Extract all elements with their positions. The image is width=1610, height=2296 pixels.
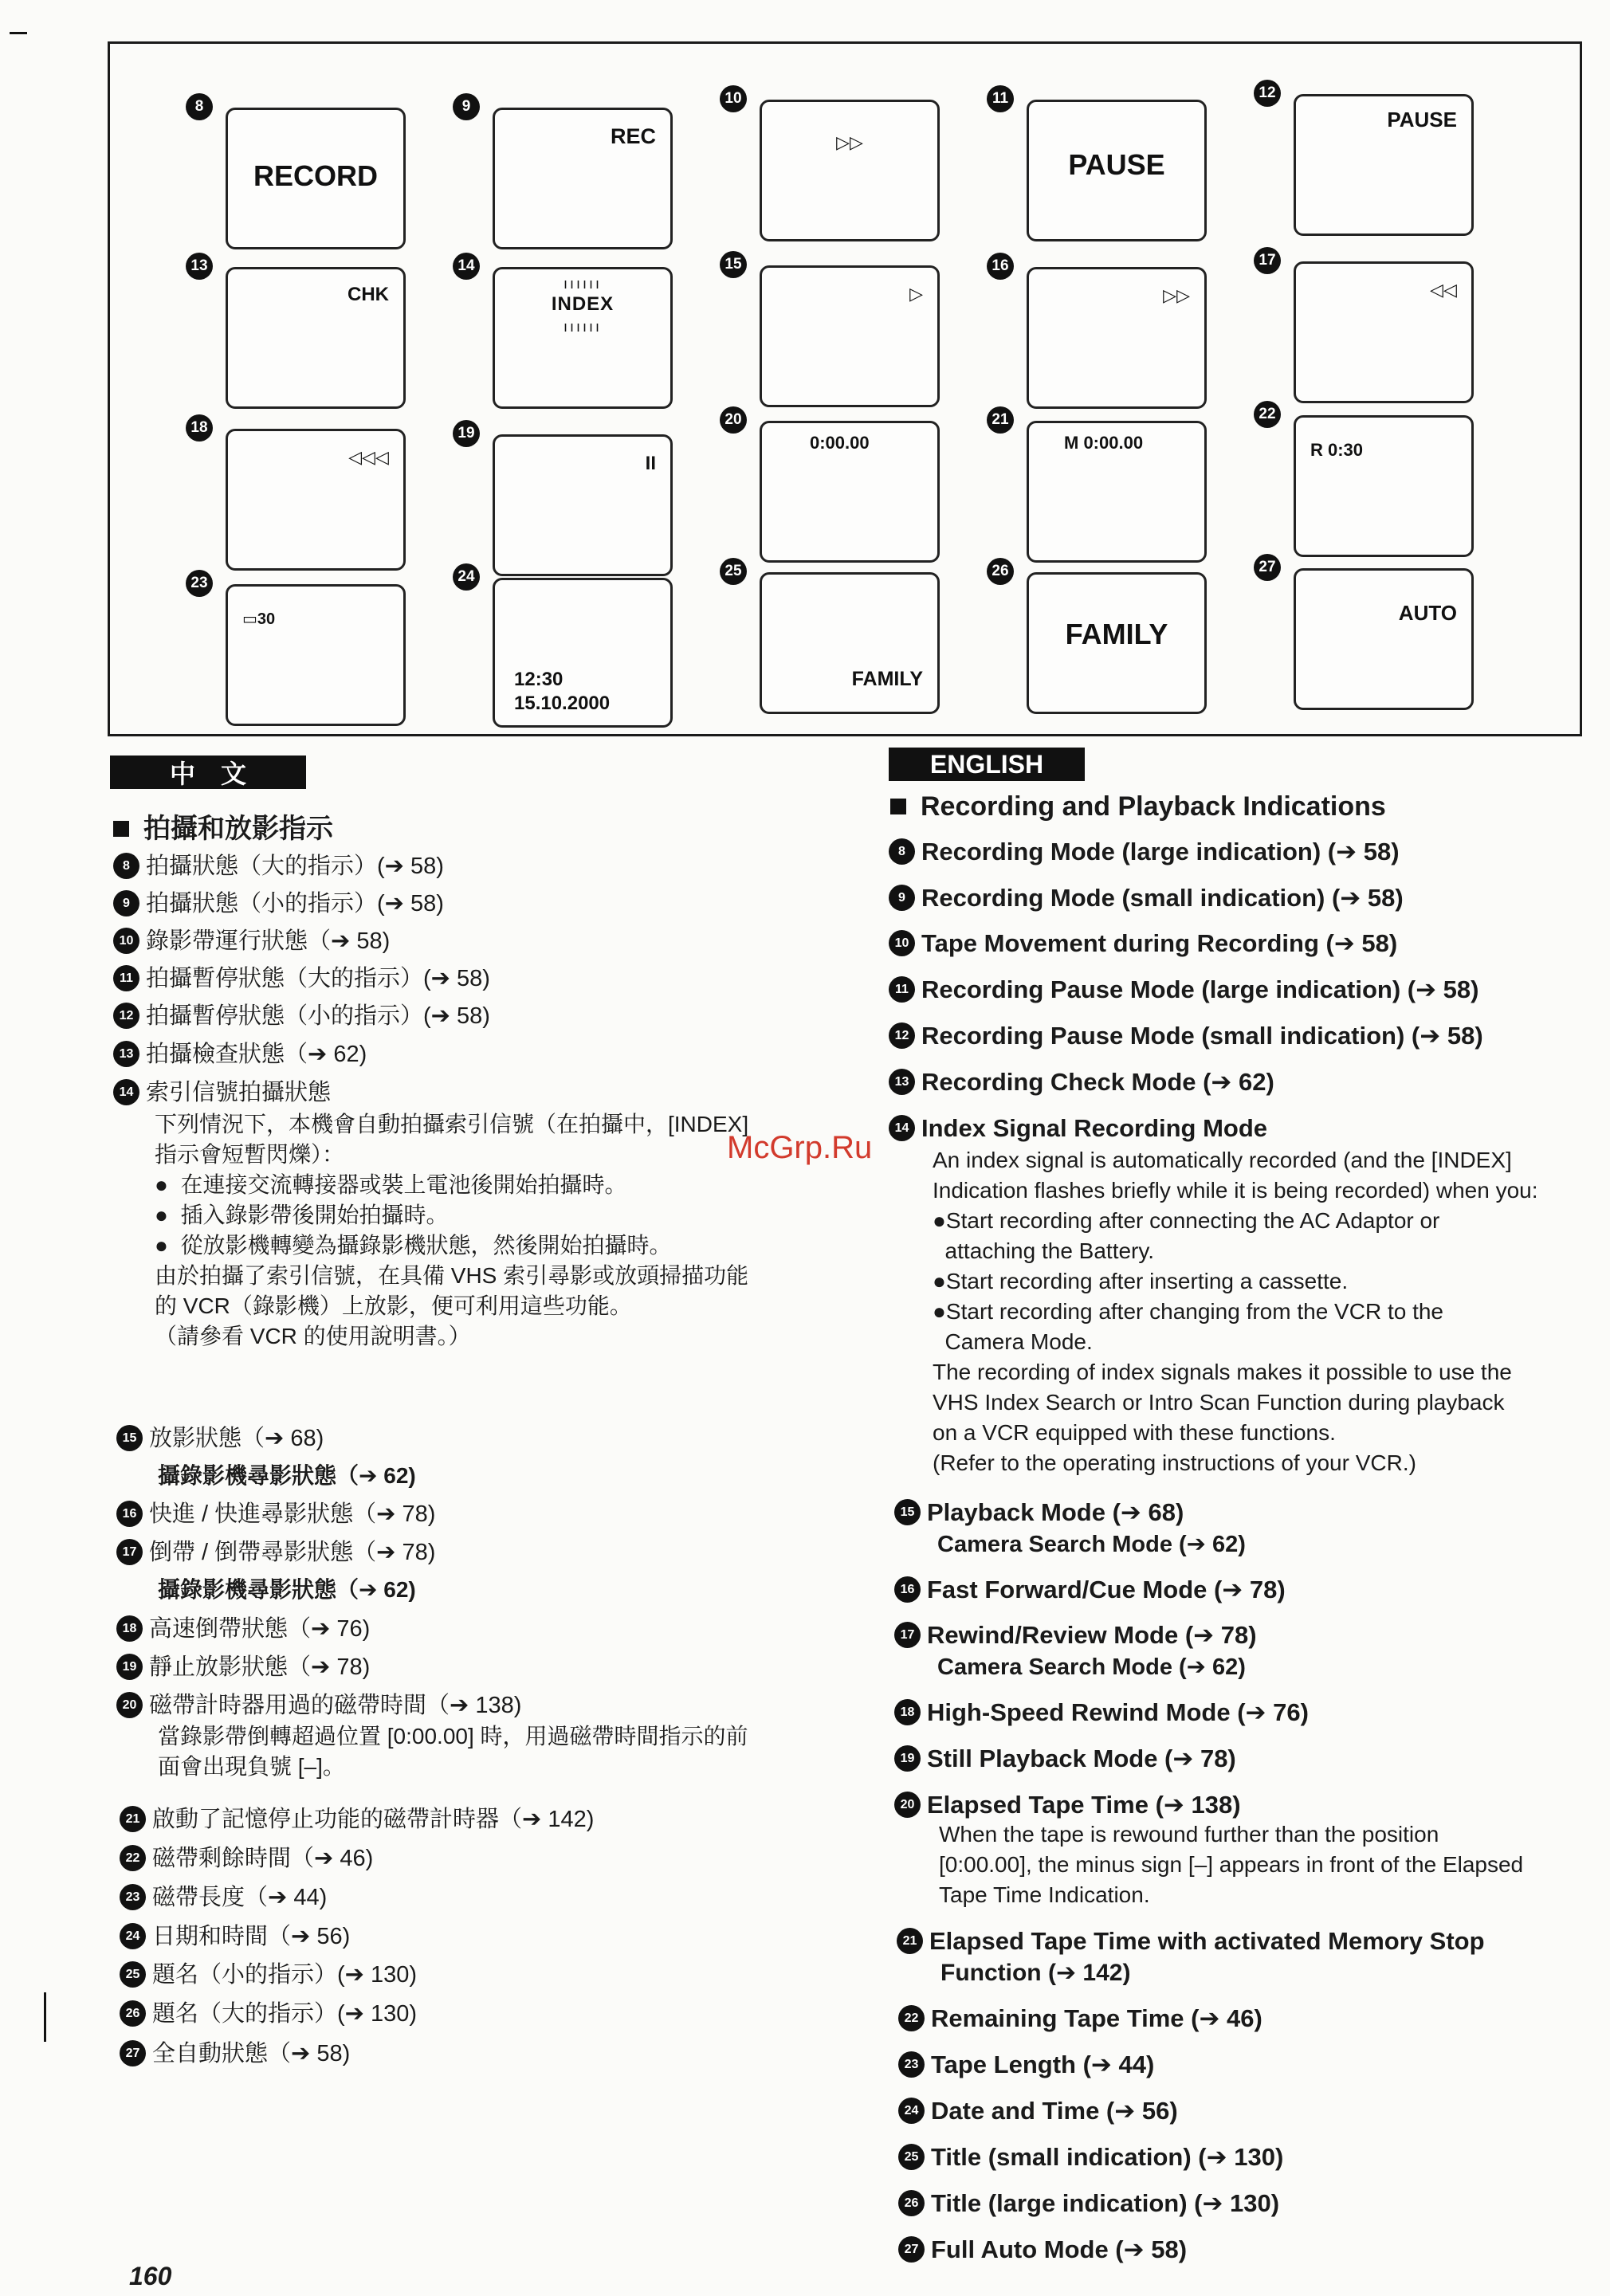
item-text: Index Signal Recording Mode <box>921 1114 1268 1142</box>
monitor-frame <box>493 578 673 728</box>
item-text: 拍攝狀態（小的指示）(➔ 58) <box>146 891 444 916</box>
item-text: 高速倒帶狀態（➔ 76) <box>149 1616 371 1642</box>
zh-index-paragraph: 下列情況下，本機會自動拍攝索引信號（在拍攝中，[INDEX] 指示會短暫閃爍）： ● 在連接交流轉接器或裝上電池後開始拍攝時。 ● 插入錄影帶後開始拍攝時。 ● 從放影機轉變為攝錄影機狀態，然後開始拍攝時。 由於拍攝了索引信號，在具備 VHS 索引尋影或放頭掃描功能 的 VCR（錄影機）上放影，便可利用這些功能。 （請參看 VCR 的使用說明書。） <box>155 1112 749 1348</box>
en-item-10 <box>889 929 1397 958</box>
pause-indicator: PAUSE <box>1387 108 1457 131</box>
screen-number: 19 <box>453 420 480 447</box>
en-item-8 <box>889 838 1400 866</box>
screen-25 <box>720 558 991 717</box>
item-number: 12 <box>113 1003 139 1029</box>
screen-number: 13 <box>186 253 213 280</box>
screen-12 <box>1254 80 1525 239</box>
item-number: 24 <box>120 1923 146 1949</box>
en-item-14 <box>889 1114 1267 1143</box>
item-number: 9 <box>113 890 139 916</box>
monitor-frame <box>1294 261 1474 403</box>
chk-indicator: CHK <box>348 284 389 305</box>
screen-23 <box>186 570 457 729</box>
item-text: Tape Length (➔ 44) <box>931 2051 1155 2078</box>
screen-number: 27 <box>1254 554 1281 581</box>
record-indicator: RECORD <box>253 159 378 192</box>
zh-item-16 <box>116 1496 435 1529</box>
tape-length: ▭30 <box>242 610 276 628</box>
zh-item-17 <box>116 1534 435 1567</box>
flash-rays-icon: ıııııı <box>563 276 602 292</box>
screen-16 <box>987 253 1258 412</box>
screen-13 <box>186 253 457 412</box>
item-number: 21 <box>897 1928 923 1954</box>
en-title-text: Recording and Playback Indications <box>921 791 1386 822</box>
en-item-17-sub: Camera Search Mode (➔ 62) <box>937 1654 1246 1680</box>
screen-number: 14 <box>453 253 480 280</box>
screen-number: 12 <box>1254 80 1281 107</box>
item-text: Remaining Tape Time (➔ 46) <box>931 2004 1262 2032</box>
en-item-17 <box>894 1621 1257 1650</box>
screen-24 <box>453 563 724 723</box>
item-number: 19 <box>116 1654 143 1680</box>
still-icon: II <box>645 453 656 474</box>
item-number: 23 <box>120 1884 146 1910</box>
zh-title <box>113 807 333 846</box>
zh-item-18 <box>116 1611 370 1643</box>
item-number: 25 <box>120 1961 146 1988</box>
zh-item-22 <box>120 1840 373 1873</box>
item-number: 23 <box>898 2051 925 2078</box>
memory-counter: M 0:00.00 <box>1064 433 1144 453</box>
item-text: 全自動狀態（➔ 58) <box>152 2041 351 2066</box>
item-number: 22 <box>120 1845 146 1871</box>
item-text: Title (large indication) (➔ 130) <box>931 2189 1280 2217</box>
monitor-frame <box>226 108 406 249</box>
screen-number: 25 <box>720 558 747 585</box>
item-text: 磁帶計時器用過的磁帶時間（➔ 138) <box>149 1693 522 1718</box>
pause-indicator: PAUSE <box>1068 148 1165 181</box>
item-text: Recording Mode (large indication) (➔ 58) <box>921 838 1400 865</box>
en-item-22 <box>898 2004 1262 2033</box>
title-small: FAMILY <box>851 668 923 690</box>
item-text: Rewind/Review Mode (➔ 78) <box>927 1621 1257 1649</box>
auto-indicator: AUTO <box>1398 601 1457 625</box>
en-item-15-sub: Camera Search Mode (➔ 62) <box>937 1532 1246 1557</box>
en-item-13 <box>889 1068 1274 1097</box>
item-text: High-Speed Rewind Mode (➔ 76) <box>927 1698 1309 1726</box>
item-number: 10 <box>113 928 139 954</box>
item-number: 12 <box>889 1022 915 1049</box>
zh-item-14 <box>113 1074 331 1107</box>
en-item-20-paragraph: When the tape is rewound further than the position [0:00.00], the minus sign [–] appears in front of the Elapsed Tape Time Indication. <box>939 1822 1524 1907</box>
square-bullet-icon <box>890 799 906 814</box>
zh-item-10 <box>113 923 390 956</box>
monitor-frame <box>760 265 940 407</box>
screen-number: 8 <box>186 93 213 120</box>
zh-item-20 <box>116 1687 521 1720</box>
item-text: Tape Movement during Recording (➔ 58) <box>921 929 1398 957</box>
remaining-time: R 0:30 <box>1310 440 1364 460</box>
zh-item-15-sub: 攝錄影機尋影狀態（➔ 62) <box>158 1463 416 1488</box>
item-text: 拍攝狀態（大的指示）(➔ 58) <box>146 854 444 879</box>
item-number: 16 <box>894 1576 921 1603</box>
en-section-header: ENGLISH <box>889 748 1085 781</box>
en-item-15 <box>894 1498 1184 1527</box>
zh-item-23 <box>120 1879 327 1912</box>
item-text: 放影狀態（➔ 68) <box>149 1426 324 1451</box>
zh-item-17-sub: 攝錄影機尋影狀態（➔ 62) <box>158 1577 416 1602</box>
item-number: 18 <box>894 1699 921 1725</box>
screen-20 <box>720 406 991 566</box>
monitor-frame <box>226 429 406 571</box>
item-text: 索引信號拍攝狀態 <box>146 1080 332 1105</box>
screen-10 <box>720 85 991 245</box>
item-text: Still Playback Mode (➔ 78) <box>927 1745 1236 1772</box>
zh-item-19 <box>116 1649 370 1682</box>
item-number: 14 <box>113 1079 139 1105</box>
en-item-19 <box>894 1745 1236 1773</box>
item-text: Elapsed Tape Time with activated Memory Stop <box>929 1927 1485 1955</box>
item-number: 24 <box>898 2098 925 2124</box>
screen-figure <box>108 41 1582 736</box>
watermark: McGrp.Ru <box>727 1130 873 1165</box>
item-text: 磁帶剩餘時間（➔ 46) <box>152 1846 374 1871</box>
monitor-frame <box>1294 94 1474 236</box>
item-text: Fast Forward/Cue Mode (➔ 78) <box>927 1576 1286 1603</box>
tape-counter: 0:00.00 <box>810 433 870 453</box>
en-item-24 <box>898 2097 1178 2125</box>
zh-item-13 <box>113 1036 367 1069</box>
item-number: 18 <box>116 1615 143 1642</box>
screen-27 <box>1254 554 1525 713</box>
item-text: Recording Pause Mode (large indication) (➔ 58) <box>921 975 1479 1003</box>
square-bullet-icon <box>113 821 129 837</box>
item-text: Recording Pause Mode (small indication) (➔ 58) <box>921 1022 1483 1050</box>
screen-number: 15 <box>720 251 747 278</box>
item-text: Title (small indication) (➔ 130) <box>931 2143 1284 2171</box>
zh-item-8 <box>113 848 444 881</box>
item-number: 9 <box>889 885 915 911</box>
item-number: 14 <box>889 1115 915 1141</box>
cue-icon: ▷▷ <box>1163 285 1190 305</box>
item-text: Elapsed Tape Time (➔ 138) <box>927 1791 1241 1819</box>
item-text: 日期和時間（➔ 56) <box>152 1924 351 1949</box>
play-icon: ▷ <box>909 284 923 304</box>
en-item-25 <box>898 2143 1283 2172</box>
zh-section-header: 中 文 <box>110 756 306 789</box>
screen-number: 21 <box>987 406 1014 434</box>
screen-14 <box>453 253 724 412</box>
item-text: Recording Check Mode (➔ 62) <box>921 1068 1274 1096</box>
item-text: 拍攝暫停狀態（小的指示）(➔ 58) <box>146 1003 490 1029</box>
monitor-frame <box>493 267 673 409</box>
item-number: 16 <box>116 1501 143 1527</box>
screen-26 <box>987 558 1258 717</box>
item-text: 題名（大的指示）(➔ 130) <box>152 2001 418 2027</box>
item-number: 22 <box>898 2005 925 2031</box>
en-item-21-sub: Function (➔ 142) <box>940 1960 1131 1986</box>
monitor-frame <box>760 421 940 563</box>
item-text: 磁帶長度（➔ 44) <box>152 1885 328 1910</box>
screen-number: 17 <box>1254 247 1281 274</box>
item-number: 13 <box>113 1041 139 1067</box>
screen-11 <box>987 85 1258 245</box>
en-item-16 <box>894 1576 1286 1604</box>
item-text: 啟動了記憶停止功能的磁帶計時器（➔ 142) <box>152 1807 595 1832</box>
en-index-paragraph: An index signal is automatically recorded (and the [INDEX] Indication flashes briefly while it is being recorded) when you: ●Start recording after connecting the AC Adaptor or attaching the Battery. ●Start recording after inserting a cassette. ●Start recording after changing from the VCR to the Camera Mode. The recording of index signals makes it possible to use the VHS Index Search or Intro Scan Function during playback on a VCR equipped with these functions. (Refer to the operating instructions of your VCR.) <box>933 1148 1538 1475</box>
screen-number: 24 <box>453 563 480 591</box>
monitor-frame <box>493 108 673 249</box>
zh-item-27 <box>120 2035 350 2068</box>
en-item-12 <box>889 1022 1483 1050</box>
monitor-frame <box>1294 568 1474 710</box>
screen-number: 18 <box>186 414 213 442</box>
item-number: 8 <box>889 838 915 865</box>
screen-22 <box>1254 401 1525 560</box>
high-speed-rewind-icon: ◁◁◁ <box>348 447 389 467</box>
zh-item-11 <box>113 960 490 993</box>
screen-number: 23 <box>186 570 213 597</box>
zh-item-26 <box>120 1996 417 2028</box>
zh-item-21 <box>120 1801 594 1834</box>
screen-number: 22 <box>1254 401 1281 428</box>
item-number: 21 <box>120 1806 146 1832</box>
item-text: Full Auto Mode (➔ 58) <box>931 2235 1188 2263</box>
item-text: 倒帶 / 倒帶尋影狀態（➔ 78) <box>149 1540 436 1565</box>
en-item-27 <box>898 2235 1187 2264</box>
monitor-frame <box>226 267 406 409</box>
item-number: 10 <box>889 930 915 956</box>
fast-forward-icon: ▷▷ <box>836 132 863 152</box>
screen-number: 16 <box>987 253 1014 280</box>
en-item-18 <box>894 1698 1309 1727</box>
item-number: 20 <box>116 1692 143 1718</box>
screen-9 <box>453 93 724 253</box>
item-number: 15 <box>116 1425 143 1451</box>
flash-rays-icon: ıııııı <box>563 319 602 335</box>
item-text: Recording Mode (small indication) (➔ 58) <box>921 884 1404 912</box>
item-number: 17 <box>116 1539 143 1565</box>
margin-mark <box>10 32 27 34</box>
monitor-frame <box>1027 421 1207 563</box>
item-number: 27 <box>898 2236 925 2263</box>
margin-mark <box>44 1992 46 2042</box>
item-text: 快進 / 快進尋影狀態（➔ 78) <box>149 1501 436 1527</box>
item-text: 錄影帶運行狀態（➔ 58) <box>146 928 391 954</box>
zh-item-24 <box>120 1918 350 1951</box>
monitor-frame <box>493 434 673 576</box>
item-text: 題名（小的指示）(➔ 130) <box>152 1962 418 1988</box>
screen-number: 10 <box>720 85 747 112</box>
page-number: 160 <box>129 2262 172 2290</box>
item-number: 26 <box>120 2000 146 2027</box>
screen-15 <box>720 251 991 410</box>
screen-19 <box>453 420 724 579</box>
en-item-9 <box>889 884 1404 913</box>
item-number: 13 <box>889 1069 915 1095</box>
item-number: 17 <box>894 1622 921 1648</box>
item-text: 拍攝檢查狀態（➔ 62) <box>146 1042 367 1067</box>
screen-number: 9 <box>453 93 480 120</box>
monitor-frame <box>226 584 406 726</box>
item-number: 26 <box>898 2190 925 2216</box>
zh-item-25 <box>120 1957 417 1989</box>
screen-17 <box>1254 247 1525 406</box>
item-number: 11 <box>889 976 915 1003</box>
item-number: 15 <box>894 1499 921 1525</box>
zh-title-text: 拍攝和放影指示 <box>143 814 333 844</box>
zh-item-20-paragraph: 當錄影帶倒轉超過位置 [0:00.00] 時，用過磁帶時間指示的前 面會出現負號 [–]。 <box>158 1724 748 1779</box>
monitor-frame <box>760 100 940 241</box>
item-number: 8 <box>113 853 139 879</box>
en-item-21 <box>897 1927 1485 1956</box>
monitor-frame <box>1027 572 1207 714</box>
item-number: 20 <box>894 1792 921 1818</box>
monitor-frame <box>1027 100 1207 241</box>
item-text: Date and Time (➔ 56) <box>931 2097 1178 2125</box>
item-number: 11 <box>113 965 139 991</box>
en-item-11 <box>889 975 1478 1004</box>
item-number: 19 <box>894 1745 921 1772</box>
monitor-frame <box>1027 267 1207 409</box>
item-text: 拍攝暫停狀態（大的指示）(➔ 58) <box>146 966 490 991</box>
rec-indicator: REC <box>610 124 656 148</box>
item-text: 靜止放影狀態（➔ 78) <box>149 1654 371 1680</box>
screen-8 <box>186 93 457 253</box>
en-item-23 <box>898 2051 1154 2079</box>
index-indicator: INDEX <box>551 293 615 315</box>
date-time: 12:30 15.10.2000 <box>514 669 611 714</box>
monitor-frame <box>760 572 940 714</box>
zh-item-9 <box>113 885 444 918</box>
screen-number: 20 <box>720 406 747 434</box>
item-number: 27 <box>120 2040 146 2066</box>
zh-item-12 <box>113 998 490 1030</box>
title-large: FAMILY <box>1065 618 1168 650</box>
screen-number: 11 <box>987 85 1014 112</box>
screen-21 <box>987 406 1258 566</box>
en-item-26 <box>898 2189 1279 2218</box>
en-item-20 <box>894 1791 1241 1819</box>
screen-number: 26 <box>987 558 1014 585</box>
screen-18 <box>186 414 457 574</box>
zh-item-15 <box>116 1420 324 1453</box>
en-title <box>890 791 1386 822</box>
item-number: 25 <box>898 2144 925 2170</box>
review-icon: ◁◁ <box>1430 280 1457 300</box>
item-text: Playback Mode (➔ 68) <box>927 1498 1184 1526</box>
monitor-frame <box>1294 415 1474 557</box>
